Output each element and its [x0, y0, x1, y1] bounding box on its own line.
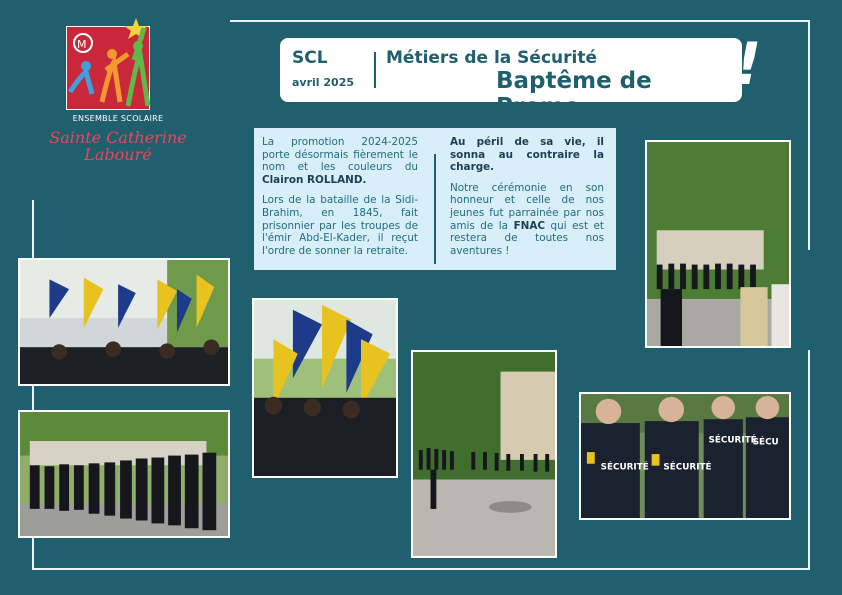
photo-flags-closeup [252, 298, 398, 478]
story-text-box [254, 128, 616, 270]
column-divider [434, 154, 436, 264]
fnac-name: FNAC [513, 219, 546, 232]
frame-top-line [230, 20, 810, 22]
frame-right-line [808, 20, 810, 250]
photo-securite-uniforms [579, 392, 791, 520]
svg-text:SÉCU: SÉCU [752, 437, 779, 448]
text-column-left [262, 136, 418, 265]
banner-title-line1: Métiers de la Sécurité [386, 48, 598, 68]
banner-divider [374, 52, 376, 88]
logo-school-name-line1: Sainte Catherine [49, 128, 187, 147]
paragraph-promotion [262, 136, 418, 186]
school-logo [38, 14, 198, 174]
svg-text:SÉCURITÉ: SÉCURITÉ [600, 462, 649, 473]
banner-scl: SCL [292, 48, 328, 68]
paragraph-promotion-text: La promotion 2024-2025 porte désormais fièrement le nom et les couleurs du [262, 136, 418, 174]
photo-ceremony-courtyard [411, 350, 557, 558]
paragraph-charge: Au péril de sa vie, il sonna au contraire la charge. [450, 136, 604, 174]
photo-official-speech [645, 140, 791, 348]
banner-date: avril 2025 [292, 76, 355, 89]
paragraph-ceremony-end: qui est et restera de toutes nos aventures ! [450, 219, 604, 257]
children-figures-icon [58, 14, 188, 114]
clairon-name: Clairon ROLLAND. [262, 173, 367, 186]
paragraph-ceremony [450, 182, 604, 258]
photo-students-lineup [18, 410, 230, 538]
svg-text:SÉCURITÉ: SÉCURITÉ [708, 435, 757, 446]
svg-text:M: M [77, 38, 87, 51]
logo-school-name [38, 129, 198, 163]
frame-right-lower-line [808, 350, 810, 570]
title-banner [280, 38, 742, 120]
text-column-right [450, 136, 604, 265]
paragraph-battle: Lors de la bataille de la Sidi-Brahim, en 1845, fait prisonnier par les troupes de l'émir Abd-El-Kader, il reçut l'ordre de sonner la retraite. [262, 194, 418, 257]
logo-school-name-line2: Labouré [84, 145, 152, 164]
svg-text:SÉCURITÉ: SÉCURITÉ [663, 462, 712, 473]
photo-flag-bearers [18, 258, 230, 386]
exclamation-mark: ! [735, 30, 762, 98]
logo-caption-small: ENSEMBLE SCOLAIRE [72, 114, 164, 123]
paragraph-ceremony-text: Notre cérémonie en son honneur et celle de nos jeunes fut parrainée par nos amis de la [450, 181, 604, 232]
banner-title-line2: Baptême de Promo [496, 68, 652, 120]
frame-bottom-line [32, 568, 810, 570]
